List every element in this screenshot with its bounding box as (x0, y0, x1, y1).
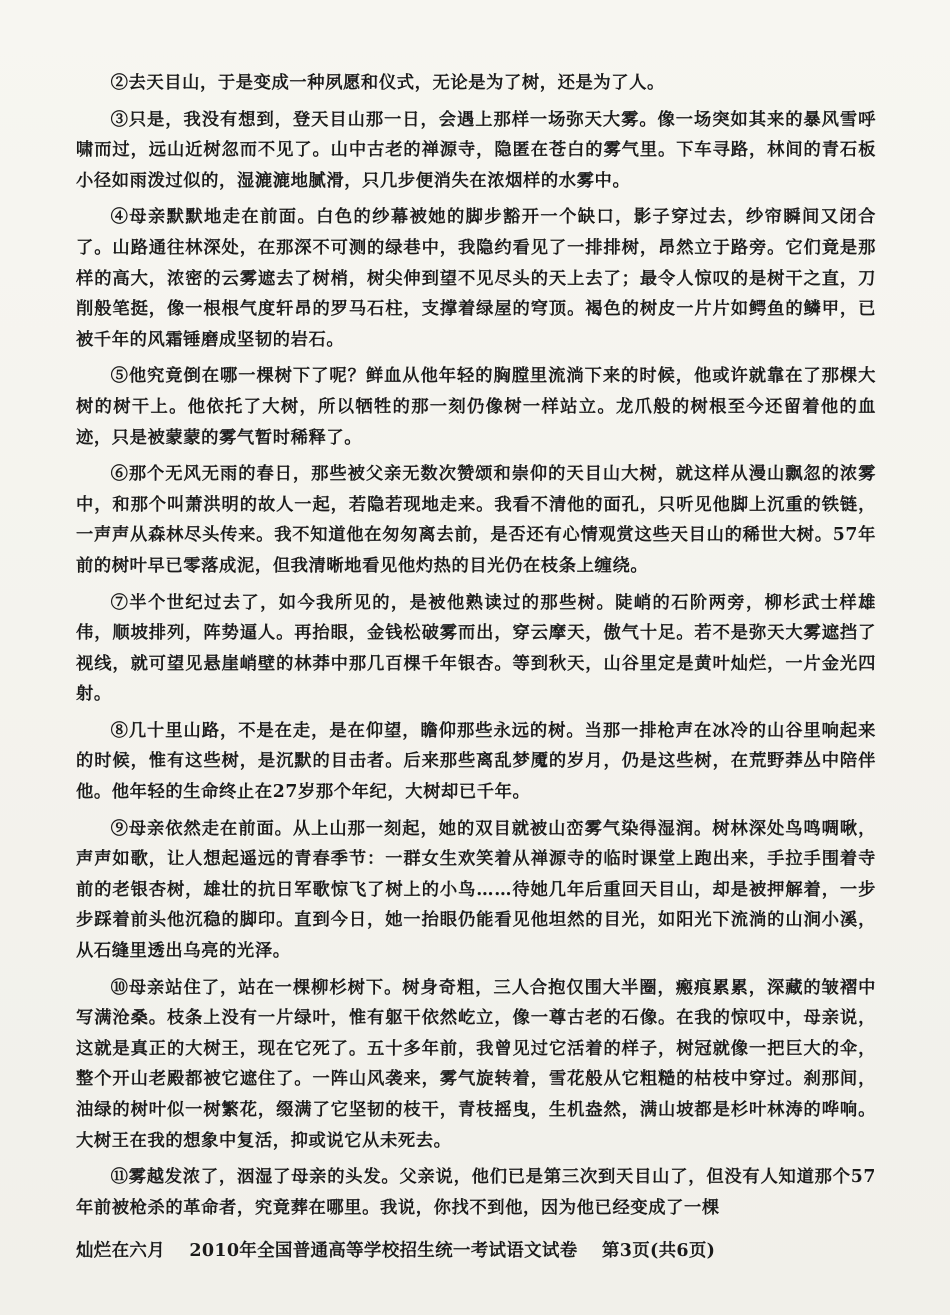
paragraph-3: ③只是，我没有想到，登天目山那一日，会遇上那样一场弥天大雾。像一场突如其来的暴风雪呼啸而过，远山近树忽而不见了。山中古老的禅源寺，隐匿在苍白的雾气里。下车寻路，林间的青石板小径如雨泼过似的，湿漉漉地腻滑，只几步便消失在浓烟样的水雾中。 (76, 109, 876, 191)
essay-title: 灿烂在六月 (76, 1241, 165, 1261)
paragraph-9: ⑨母亲依然走在前面。从上山那一刻起，她的双目就被山峦雾气染得湿润。树林深处鸟鸣啁啾，声声如歌，让人想起遥远的青春季节：一群女生欢笑着从禅源寺的临时课堂上跑出来，手拉手围着寺前的老银杏树，雄壮的抗日军歌惊飞了树上的小鸟……待她几年后重回天目山，却是被押解着，一步步踩着前头他沉稳的脚印。直到今日，她一抬眼仍能看见他坦然的目光，如阳光下流淌的山涧小溪，从石缝里透出乌亮的光泽。 (76, 818, 876, 962)
paragraph-8: ⑧几十里山路，不是在走，是在仰望，瞻仰那些永远的树。当那一排枪声在冰冷的山谷里响起来的时候，惟有这些树，是沉默的目击者。后来那些离乱梦魇的岁月，仍是这些树，在荒野莽丛中陪伴他。他年轻的生命终止在27岁那个年纪，大树却已千年。 (76, 720, 876, 803)
paragraph-5: ⑤他究竟倒在哪一棵树下了呢？鲜血从他年轻的胸膛里流淌下来的时候，他或许就靠在了那棵大树的树干上。他依托了大树，所以牺牲的那一刻仍像树一样站立。龙爪般的树根至今还留着他的血迹，只是被蒙蒙的雾气暂时稀释了。 (76, 366, 876, 448)
page-footer (76, 1237, 876, 1262)
paragraph-11: ⑪雾越发浓了，洇湿了母亲的头发。父亲说，他们已是第三次到天目山了，但没有人知道那个57年前被枪杀的革命者，究竟葬在哪里。我说，你找不到他，因为他已经变成了一棵 (76, 1167, 876, 1218)
paragraph-6: ⑥那个无风无雨的春日，那些被父亲无数次赞颂和崇仰的天目山大树，就这样从漫山飘忽的浓雾中，和那个叫萧洪明的故人一起，若隐若现地走来。我看不清他的面孔，只听见他脚上沉重的铁链，一声声从森林尽头传来。我不知道他在匆匆离去前，是否还有心情观赏这些天目山的稀世大树。57年前的树叶早已零落成泥，但我清晰地看见他灼热的目光仍在枝条上缠绕。 (76, 464, 876, 576)
reading-passage (76, 68, 876, 1229)
exam-name: 2010年全国普通高等学校招生统一考试语文试卷 (189, 1241, 578, 1261)
page-number: 第3页(共6页) (601, 1241, 716, 1261)
paragraph-2: ②去天目山，于是变成一种夙愿和仪式，无论是为了树，还是为了人。 (110, 73, 665, 93)
paragraph-10: ⑩母亲站住了，站在一棵柳杉树下。树身奇粗，三人合抱仅围大半圈，瘢痕累累，深藏的皱褶中写满沧桑。枝条上没有一片绿叶，惟有躯干依然屹立，像一尊古老的石像。在我的惊叹中，母亲说，这就是真正的大树王，现在它死了。五十多年前，我曾见过它活着的样子，树冠就像一把巨大的伞，整个开山老殿都被它遮住了。一阵山风袭来，雾气旋转着，雪花般从它粗糙的枯枝中穿过。刹那间，油绿的树叶似一树繁花，缀满了它坚韧的枝干，青枝摇曳，生机盎然，满山坡都是杉叶林涛的哗响。大树王在我的想象中复活，抑或说它从未死去。 (76, 977, 876, 1151)
paragraph-4: ④母亲默默地走在前面。白色的纱幕被她的脚步豁开一个缺口，影子穿过去，纱帘瞬间又闭合了。山路通往林深处，在那深不可测的绿巷中，我隐约看见了一排排树，昂然立于路旁。它们竟是那样的高大，浓密的云雾遮去了树梢，树尖伸到望不见尽头的天上去了；最令人惊叹的是树干之直，刀削般笔挺，像一根根气度轩昂的罗马石柱，支撑着绿屋的穹顶。褐色的树皮一片片如鳄鱼的鳞甲，已被千年的风霜锤磨成坚韧的岩石。 (76, 207, 876, 350)
paragraph-7: ⑦半个世纪过去了，如今我所见的，是被他熟读过的那些树。陡峭的石阶两旁，柳杉武士样雄伟，顺坡排列，阵势逼人。再抬眼，金钱松破雾而出，穿云摩天，傲气十足。若不是弥天大雾遮挡了视线，就可望见悬崖峭壁的林莽中那几百棵千年银杏。等到秋天，山谷里定是黄叶灿烂，一片金光四射。 (76, 592, 876, 705)
